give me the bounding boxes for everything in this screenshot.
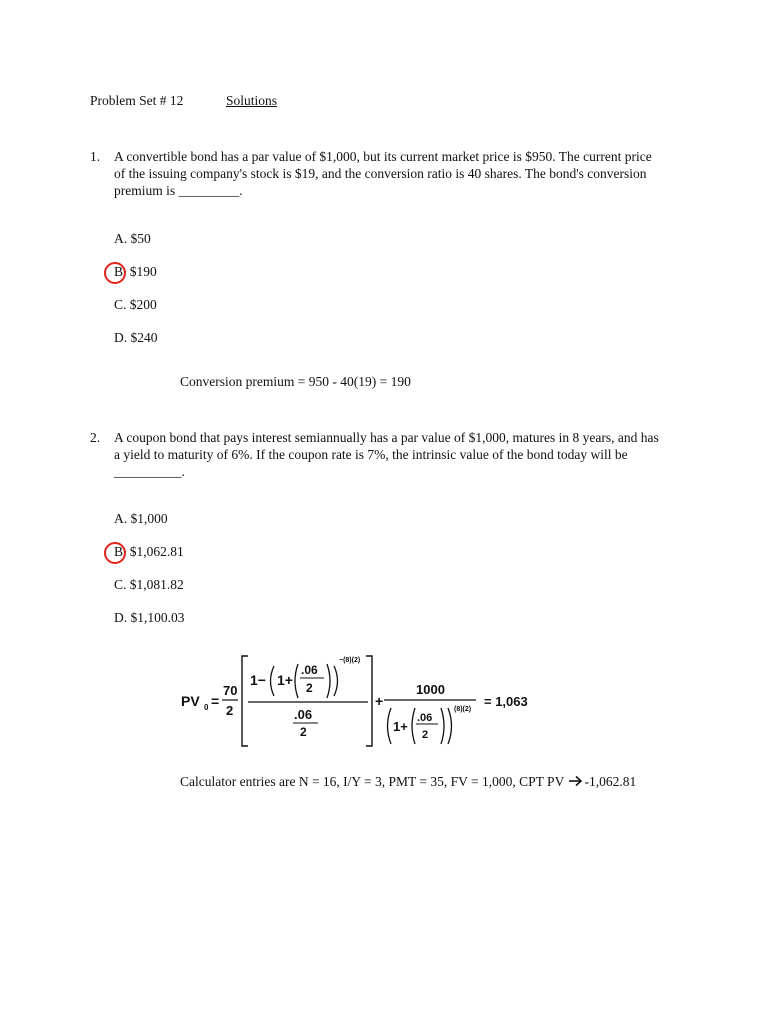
formula-left-bracket <box>242 656 248 746</box>
question-2-option-c: C. $1,081.82 <box>114 577 184 592</box>
formula-denominator-divisor: 2 <box>300 725 307 739</box>
formula-exponent: −(8)(2) <box>339 657 361 664</box>
formula-rate: .06 <box>301 663 318 677</box>
solutions-heading: Solutions <box>226 93 278 108</box>
formula-pv: PV <box>181 693 200 709</box>
question-1-number: 1. <box>90 149 101 164</box>
problem-set-title: Problem Set # 12 <box>90 93 184 108</box>
question-2-option-b: B. $1,062.81 <box>114 544 184 559</box>
formula-face-one-plus: 1+ <box>393 719 408 734</box>
formula-plus: + <box>375 693 384 709</box>
calculator-result: -1,062.81 <box>584 774 637 789</box>
question-1-line-2: of the issuing company's stock is $19, and the conversion ratio is 40 shares. The bond's conversion <box>114 166 647 181</box>
formula-face-left-paren <box>388 708 392 744</box>
formula-face-right-paren <box>448 708 452 744</box>
question-1-option-b: B. $190 <box>114 264 157 279</box>
question-2-number: 2. <box>90 430 101 445</box>
question-1-solution: Conversion premium = 950 - 40(19) = 190 <box>180 374 411 389</box>
formula-coupon-divisor: 2 <box>226 703 234 718</box>
formula-face-inner-left-paren <box>412 708 415 744</box>
question-2-line-2: a yield to maturity of 6%. If the coupon rate is 7%, the intrinsic value of the bond today will be <box>114 447 628 462</box>
question-1-option-c: C. $200 <box>114 297 157 312</box>
selected-answer-circle-icon <box>104 542 126 564</box>
question-2-option-d: D. $1,100.03 <box>114 610 185 625</box>
formula-inner-right-paren <box>327 664 330 698</box>
formula-pv-subscript: 0 <box>204 703 209 712</box>
formula-inner-left-paren <box>295 664 298 698</box>
formula-right-bracket <box>366 656 372 746</box>
question-2-line-3: __________. <box>114 464 185 479</box>
formula-one-minus: 1− <box>250 672 266 688</box>
question-1-line-1: A convertible bond has a par value of $1,000, but its current market price is $950. The current price <box>114 149 652 164</box>
question-1-option-d: D. $240 <box>114 330 158 345</box>
formula-face-rate-divisor: 2 <box>422 729 429 741</box>
formula-equals: = <box>211 693 220 709</box>
formula-result: = 1,063 <box>484 694 528 709</box>
formula-coupon: 70 <box>223 683 238 698</box>
question-1-option-a: A. $50 <box>114 231 151 246</box>
question-2-line-1: A coupon bond that pays interest semiannually has a par value of $1,000, matures in 8 years, and has <box>114 430 659 445</box>
formula-denominator-rate: .06 <box>294 707 313 722</box>
formula-face-value: 1000 <box>416 682 445 697</box>
formula-rate-divisor: 2 <box>306 681 313 695</box>
pv-formula <box>178 650 538 752</box>
formula-right-paren <box>334 666 338 696</box>
question-2-option-a: A. $1,000 <box>114 511 168 526</box>
formula-face-exponent: (8)(2) <box>454 706 472 713</box>
question-1-line-3: premium is _________. <box>114 183 243 198</box>
formula-face-rate: .06 <box>417 712 433 724</box>
formula-one-plus: 1+ <box>277 672 293 688</box>
calculator-entries <box>180 774 636 791</box>
formula-left-paren <box>271 666 275 696</box>
calculator-entries-text: Calculator entries are N = 16, I/Y = 3, PMT = 35, FV = 1,000, CPT PV <box>180 774 565 789</box>
selected-answer-circle-icon <box>104 262 126 284</box>
formula-face-inner-right-paren <box>441 708 444 744</box>
right-arrow-icon <box>568 775 583 791</box>
